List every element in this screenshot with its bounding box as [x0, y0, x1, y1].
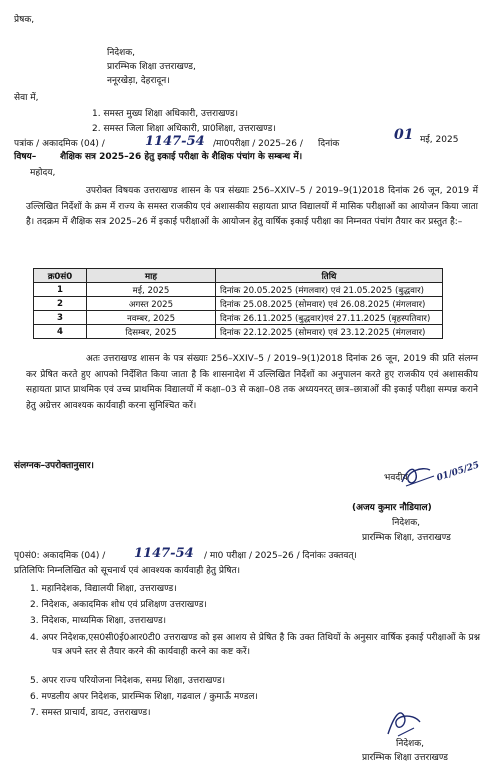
salutation: महोदय, — [30, 168, 56, 178]
handwritten-initial-date: 01/05/25 — [435, 460, 481, 484]
copy-list-item: 6. मण्डलीय अपर निदेशक, प्रारम्भिक शिक्षा, गढवाल / कुमाऊँ मण्डल। — [30, 692, 258, 702]
table-row — [34, 325, 443, 339]
subject-text: शैक्षिक सत्र 2025–26 हेतु इकाई परीक्षा के शैक्षिक पंचांग के सम्बन्ध में। — [60, 152, 303, 162]
enclosure-note: संलग्नक–उपरोक्तानुसार। — [14, 461, 94, 471]
cell-month: मई, 2025 — [87, 283, 216, 297]
signatory-designation: निदेशक, — [392, 518, 420, 528]
cell-serial: 1 — [34, 283, 87, 297]
table-row — [34, 283, 443, 297]
handwritten-date: 01 — [394, 127, 414, 143]
table-row — [34, 297, 443, 311]
sender-address: ननूरखेड़ा, देहरादून। — [107, 76, 170, 86]
footer-office: प्रारम्भिक शिक्षा उत्तराखण्ड — [362, 753, 448, 763]
exam-schedule-table — [33, 268, 443, 339]
footer-signature-mark — [384, 706, 424, 740]
sender-designation: निदेशक, — [107, 48, 135, 58]
footer-designation: निदेशक, — [396, 739, 424, 749]
letter-number-suffix: /मा0परीक्षा / 2025–26 / — [213, 139, 303, 149]
copy-list-item: 7. समस्त प्राचार्य, डायट, उत्तराखण्ड। — [30, 708, 151, 718]
copy-list-item: 4. अपर निदेशक,एस0सी0ई0आर0टी0 उत्तराखण्ड को इस आशय से प्रेषित है कि उक्त तिथियों के अनुसार वार्षिक इकाई परीक्षाओं के प्रश्न पत्र अपने स्तर से तैयार करने की कार्यवाही करने का कष्ट करें। — [30, 633, 480, 657]
signature-mark — [400, 462, 436, 490]
copy-ref-suffix: / मा0 परीक्षा / 2025–26 / दिनांकः उक्तवत्। — [204, 551, 357, 561]
copy-list-item: 2. निदेशक, अकादमिक शोध एवं प्रशिक्षण उत्तराखण्ड। — [30, 600, 207, 610]
handwritten-letter-number: 1147-54 — [145, 134, 205, 149]
cell-month: नवम्बर, 2025 — [87, 311, 216, 325]
date-rest: मई, 2025 — [420, 135, 459, 145]
signatory-office: प्रारम्भिक शिक्षा, उत्तराखण्ड — [362, 533, 451, 543]
sender-label: प्रेषक, — [14, 15, 35, 25]
table-header-row — [34, 269, 443, 283]
copy-ref-prefix: पृ0सं0: अकादमिक (04) / — [14, 551, 106, 561]
cell-date: दिनांक 25.08.2025 (सोमवार) एवं 26.08.2025 (मंगलवार) — [216, 297, 443, 311]
copy-list-item: 5. अपर राज्य परियोजना निदेशक, समग्र शिक्षा, उत्तराखण्ड। — [30, 676, 226, 686]
copy-intro: प्रतिलिपिः निम्नलिखित को सूचनार्थ एवं आवश्यक कार्यवाही हेतु प्रेषित। — [14, 566, 241, 576]
cell-month: अगस्त 2025 — [87, 297, 216, 311]
header-month: माह — [87, 269, 216, 283]
header-date: तिथि — [216, 269, 443, 283]
header-serial: क्र0सं0 — [34, 269, 87, 283]
subject-label: विषय– — [14, 152, 37, 162]
signatory-name: (अजय कुमार नौडियाल) — [352, 503, 432, 513]
cell-date: दिनांक 26.11.2025 (बुद्धवार)एवं 27.11.2025 (बृहस्पतिवार) — [216, 311, 443, 325]
letter-number-prefix: पत्रांक / अकादमिक (04) / — [14, 139, 105, 149]
cell-serial: 4 — [34, 325, 87, 339]
table-row — [34, 311, 443, 325]
recipient-item: 1. समस्त मुख्य शिक्षा अधिकारी, उत्तराखण्ड। — [92, 109, 238, 119]
cell-month: दिसम्बर, 2025 — [87, 325, 216, 339]
closing-bhavdiya: भवदीय — [384, 473, 408, 483]
cell-serial: 2 — [34, 297, 87, 311]
cell-date: दिनांक 22.12.2025 (सोमवार) एवं 23.12.2025 (मंगलवार) — [216, 325, 443, 339]
recipient-item: 2. समस्त जिला शिक्षा अधिकारी, प्रा0शिक्षा, उत्तराखण्ड। — [92, 124, 276, 134]
sender-office: प्रारम्भिक शिक्षा उत्तराखण्ड, — [107, 62, 196, 72]
copy-list-item: 1. महानिदेशक, विद्यालयी शिक्षा, उत्तराखण्ड। — [30, 584, 177, 594]
body-paragraph-1: उपरोक्त विषयक उत्तराखण्ड शासन के पत्र संख्याः 256–XXIV–5 / 2019–9(1)2018 दिनांक 26 जून, 2019 में उल्लिखित निर्देशों के क्रम में राज्य के समस्त राजकीय एवं अशासकीय सहायता प्राप्त विद्यालयों में मासिक परीक्षाओं का आयोजन किया जाता है। तदक्रम में शैक्षिक सत्र 2025–26 में इकाई परीक्षाओं के आयोजन हेतु वार्षिक इकाई परीक्षा का निम्नवत पंचांग तैयार कर प्रस्तुत है:– — [26, 186, 478, 227]
recipients-label: सेवा में, — [14, 93, 39, 103]
cell-date: दिनांक 20.05.2025 (मंगलवार) एवं 21.05.2025 (बुद्धवार) — [216, 283, 443, 297]
copy-list-item: 3. निदेशक, माध्यमिक शिक्षा, उत्तराखण्ड। — [30, 616, 167, 626]
handwritten-copy-number: 1147-54 — [134, 546, 194, 561]
body-paragraph-2: अतः उत्तराखण्ड शासन के पत्र संख्याः 256–XXIV–5 / 2019–9(1)2018 दिनांक 26 जून, 2019 की प्रति संलग्न कर प्रेषित करते हुए आपको निर्देशित किया जाता है कि शासनादेश में उल्लिखित निर्देशों का अनुपालन करते हुए राजकीय एवं अशासकीय सहायता प्राप्त प्राथमिक एवं उच्च प्राथमिक विद्यालयों में कक्षा–03 से कक्षा–08 तक अध्ययनरत् छात्र–छात्राओं की इकाई परीक्षा सम्पन्न कराने हेतु अग्रेत्तर आवश्यक कार्यवाही करना सुनिश्चित करें। — [26, 354, 478, 411]
date-label: दिनांक — [318, 139, 340, 149]
cell-serial: 3 — [34, 311, 87, 325]
